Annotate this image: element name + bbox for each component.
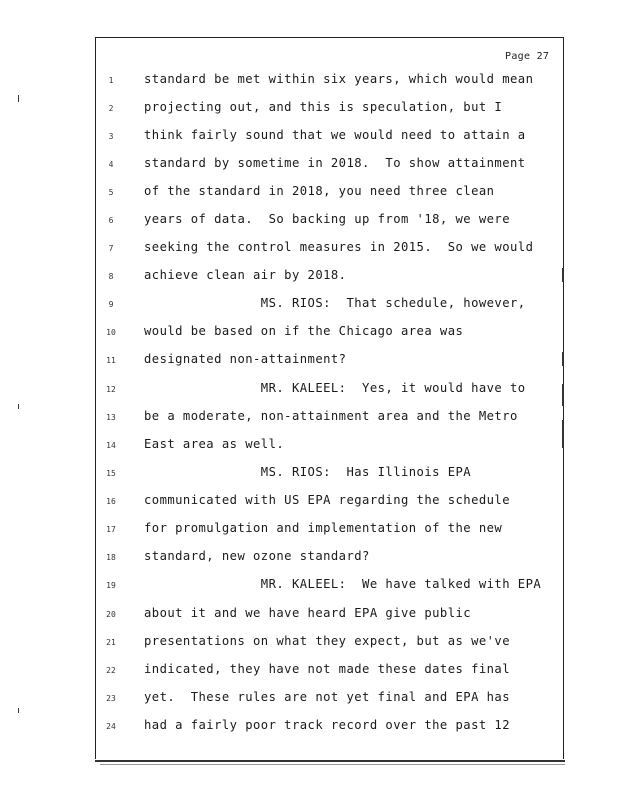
line-number: 24 bbox=[106, 722, 116, 731]
transcript-line bbox=[0, 212, 619, 232]
line-text: MS. RIOS: That schedule, however, bbox=[144, 296, 526, 310]
line-number: 14 bbox=[106, 441, 116, 450]
transcript-line bbox=[0, 296, 619, 316]
line-number: 6 bbox=[108, 216, 114, 225]
line-number: 9 bbox=[108, 300, 114, 309]
line-text: standard be met within six years, which would mean bbox=[144, 72, 534, 86]
line-text: East area as well. bbox=[144, 437, 285, 451]
line-text: achieve clean air by 2018. bbox=[144, 268, 347, 282]
line-number: 7 bbox=[108, 244, 114, 253]
transcript-line bbox=[0, 493, 619, 513]
transcript-line bbox=[0, 437, 619, 457]
line-text: presentations on what they expect, but as we've bbox=[144, 634, 511, 648]
transcript-line bbox=[0, 718, 619, 738]
transcript-line bbox=[0, 324, 619, 344]
line-text: for promulgation and implementation of the new bbox=[144, 521, 503, 535]
line-text: of the standard in 2018, you need three clean bbox=[144, 184, 495, 198]
line-number: 1 bbox=[108, 76, 114, 85]
transcript-line bbox=[0, 409, 619, 429]
line-text: standard, new ozone standard? bbox=[144, 549, 370, 563]
transcript-line bbox=[0, 352, 619, 372]
line-text: MR. KALEEL: We have talked with EPA bbox=[144, 577, 542, 591]
transcript-line bbox=[0, 521, 619, 541]
line-number: 10 bbox=[106, 328, 116, 337]
transcript-line bbox=[0, 381, 619, 401]
line-number: 15 bbox=[106, 469, 116, 478]
line-number: 16 bbox=[106, 497, 116, 506]
line-text: indicated, they have not made these dates final bbox=[144, 662, 511, 676]
line-text: would be based on if the Chicago area was bbox=[144, 324, 464, 338]
line-number: 20 bbox=[106, 610, 116, 619]
line-text: be a moderate, non-attainment area and the Metro bbox=[144, 409, 518, 423]
transcript-line bbox=[0, 100, 619, 120]
transcript-line bbox=[0, 240, 619, 260]
line-number: 13 bbox=[106, 413, 116, 422]
line-number: 8 bbox=[108, 272, 114, 281]
line-number: 4 bbox=[108, 160, 114, 169]
line-number: 12 bbox=[106, 385, 116, 394]
line-text: MS. RIOS: Has Illinois EPA bbox=[144, 465, 472, 479]
scan-artifact-mark bbox=[18, 404, 19, 409]
scan-artifact-mark bbox=[18, 708, 19, 713]
page-number-header: Page 27 bbox=[505, 51, 550, 62]
line-text: years of data. So backing up from '18, we were bbox=[144, 212, 511, 226]
line-number: 2 bbox=[108, 104, 114, 113]
line-text: yet. These rules are not yet final and EPA has bbox=[144, 690, 511, 704]
line-text: think fairly sound that we would need to attain a bbox=[144, 128, 526, 142]
transcript-line bbox=[0, 549, 619, 569]
transcript-line bbox=[0, 184, 619, 204]
transcript-line bbox=[0, 128, 619, 148]
transcript-line bbox=[0, 156, 619, 176]
line-text: had a fairly poor track record over the past 12 bbox=[144, 718, 511, 732]
scan-artifact-mark bbox=[562, 384, 564, 406]
line-number: 18 bbox=[106, 553, 116, 562]
scan-artifact-mark bbox=[562, 420, 564, 448]
line-text: seeking the control measures in 2015. So we would bbox=[144, 240, 534, 254]
transcript-line bbox=[0, 690, 619, 710]
line-number: 23 bbox=[106, 694, 116, 703]
transcript-line bbox=[0, 268, 619, 288]
transcript-line bbox=[0, 634, 619, 654]
line-number: 17 bbox=[106, 525, 116, 534]
transcript-line bbox=[0, 662, 619, 682]
scan-artifact-mark bbox=[562, 352, 564, 366]
line-text: projecting out, and this is speculation, but I bbox=[144, 100, 503, 114]
scan-artifact-mark bbox=[562, 268, 564, 282]
line-text: communicated with US EPA regarding the schedule bbox=[144, 493, 511, 507]
transcript-line bbox=[0, 465, 619, 485]
line-number: 11 bbox=[106, 356, 116, 365]
transcript-line bbox=[0, 606, 619, 626]
line-number: 5 bbox=[108, 188, 114, 197]
line-number: 21 bbox=[106, 638, 116, 647]
transcript-line bbox=[0, 72, 619, 92]
line-text: MR. KALEEL: Yes, it would have to bbox=[144, 381, 526, 395]
scan-artifact-mark bbox=[18, 95, 19, 102]
line-number: 22 bbox=[106, 666, 116, 675]
line-text: standard by sometime in 2018. To show attainment bbox=[144, 156, 526, 170]
transcript-line bbox=[0, 577, 619, 597]
line-number: 19 bbox=[106, 581, 116, 590]
line-number: 3 bbox=[108, 132, 114, 141]
line-text: about it and we have heard EPA give public bbox=[144, 606, 472, 620]
line-text: designated non-attainment? bbox=[144, 352, 347, 366]
